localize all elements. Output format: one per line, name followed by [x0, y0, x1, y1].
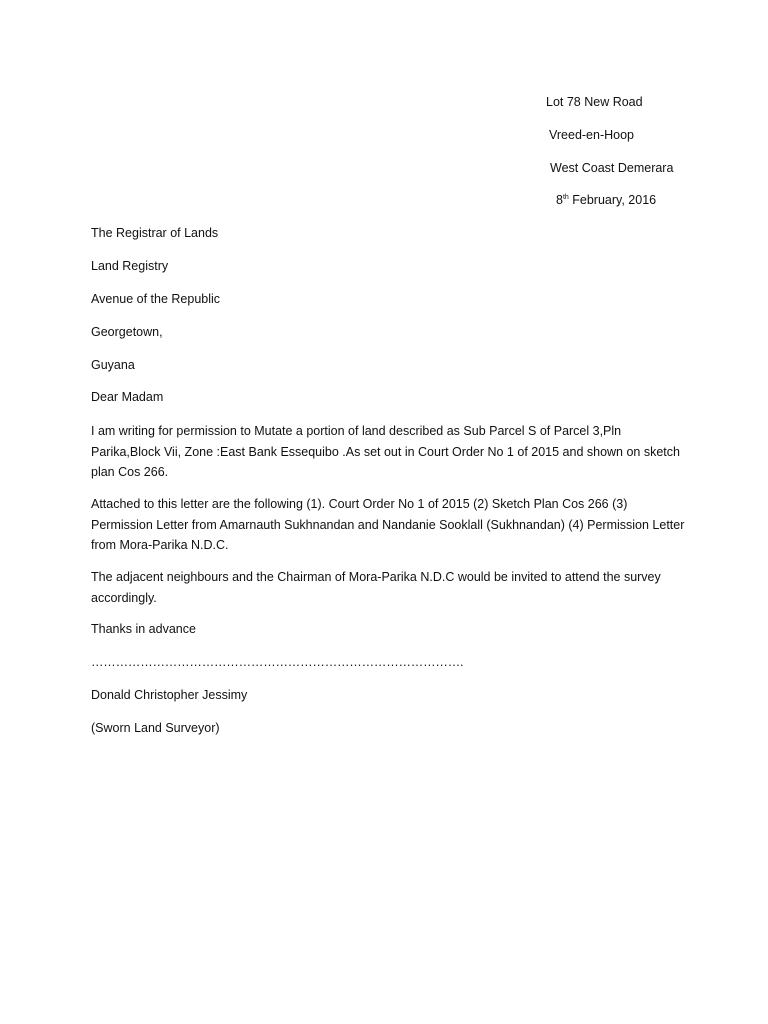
date-suffix: th: [562, 194, 569, 201]
salutation: Dear Madam: [91, 390, 164, 404]
recipient-line5: Guyana: [91, 358, 135, 372]
body-paragraph-3: The adjacent neighbours and the Chairman of Mora-Parika N.D.C would be invited to attend the survey accordingly.: [91, 570, 661, 605]
sender-address-line1: Lot 78 New Road: [546, 95, 643, 109]
recipient-line3: Avenue of the Republic: [91, 292, 221, 306]
letter-date: [556, 192, 656, 208]
signer-name: Donald Christopher Jessimy: [91, 688, 248, 702]
closing: Thanks in advance: [91, 622, 196, 636]
recipient-line4: Georgetown,: [91, 325, 163, 339]
sender-address-line3: West Coast Demerara: [550, 161, 674, 175]
date-day: 8: [556, 193, 563, 207]
sender-address-line2: Vreed-en-Hoop: [549, 128, 635, 142]
body-paragraph-2: Attached to this letter are the following (1). Court Order No 1 of 2015 (2) Sketch Plan Cos 266 (3) Permission Letter from Amarnauth Sukhnandan and Nandanie Sooklall (Sukhnandan) (4) Permission Letter from Mora-Parika N.D.C.: [91, 497, 685, 552]
recipient-line2: Land Registry: [91, 259, 169, 273]
body-paragraph-1: I am writing for permission to Mutate a portion of land described as Sub Parcel S of Parcel 3,Pln Parika,Block Vii, Zone :East Bank Essequibo .As set out in Court Order No 1 of 2015 and shown on sketch plan Cos 266.: [91, 424, 680, 479]
recipient-line1: The Registrar of Lands: [91, 226, 219, 240]
signature-line: ……………………………………………………………………………….: [91, 655, 464, 669]
signer-title: (Sworn Land Surveyor): [91, 721, 220, 735]
date-rest: February, 2016: [568, 193, 657, 207]
